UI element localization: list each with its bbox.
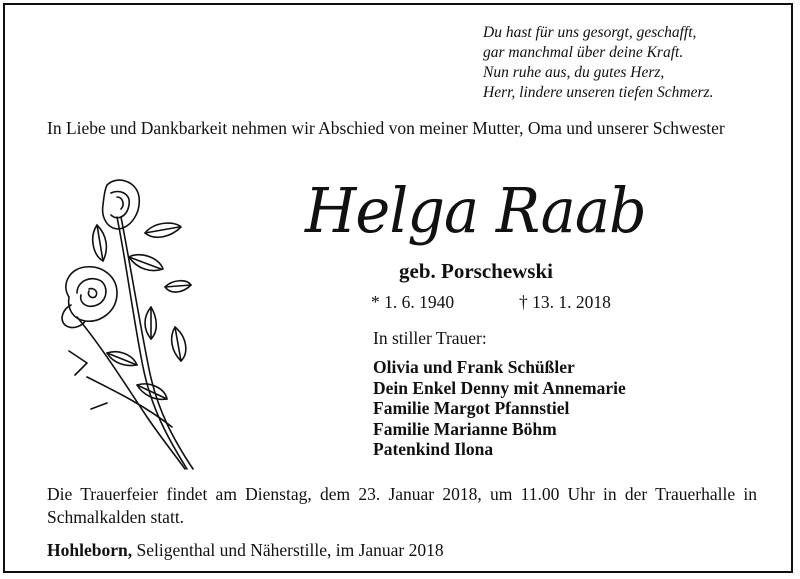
place-date-line bbox=[47, 539, 444, 561]
birth-name: geb. Porschewski bbox=[399, 259, 553, 283]
intro-text: In Liebe und Dankbarkeit nehmen wir Abschied von meiner Mutter, Oma und unserer Schwester bbox=[47, 118, 725, 138]
place-name: Hohleborn, bbox=[47, 540, 133, 560]
poem-line: Herr, lindere unseren tiefen Schmerz. bbox=[483, 84, 714, 101]
mourning-heading: In stiller Trauer: bbox=[373, 328, 487, 348]
mourner-name: Familie Margot Pfannstiel bbox=[373, 398, 570, 418]
deceased-name: Helga Raab bbox=[305, 174, 646, 247]
funeral-service-text: Die Trauerfeier findet am Dienstag, dem 23. Januar 2018, um 11.00 Uhr in der Trauerhalle in Schmalkalden statt. bbox=[47, 484, 757, 527]
poem-line: Nun ruhe aus, du gutes Herz, bbox=[483, 64, 665, 81]
mourner-name: Dein Enkel Denny mit Annemarie bbox=[373, 377, 626, 398]
poem-line: Du hast für uns gesorgt, geschafft, bbox=[483, 24, 697, 41]
birth-date: * 1. 6. 1940 bbox=[371, 292, 455, 312]
poem-line: gar manchmal über deine Kraft. bbox=[483, 44, 684, 61]
mourner-name: Olivia und Frank Schüßler bbox=[373, 357, 575, 377]
mourner-name: Familie Marianne Böhm bbox=[373, 418, 557, 439]
death-date: † 13. 1. 2018 bbox=[519, 292, 611, 312]
poem bbox=[483, 23, 773, 103]
place-rest: Seligenthal und Näherstille, im Januar 2018 bbox=[132, 540, 444, 560]
obituary-notice bbox=[3, 3, 793, 573]
mourner-name: Patenkind Ilona bbox=[373, 439, 494, 459]
rose-drawing-icon bbox=[47, 177, 237, 472]
mourners-list bbox=[373, 357, 626, 460]
